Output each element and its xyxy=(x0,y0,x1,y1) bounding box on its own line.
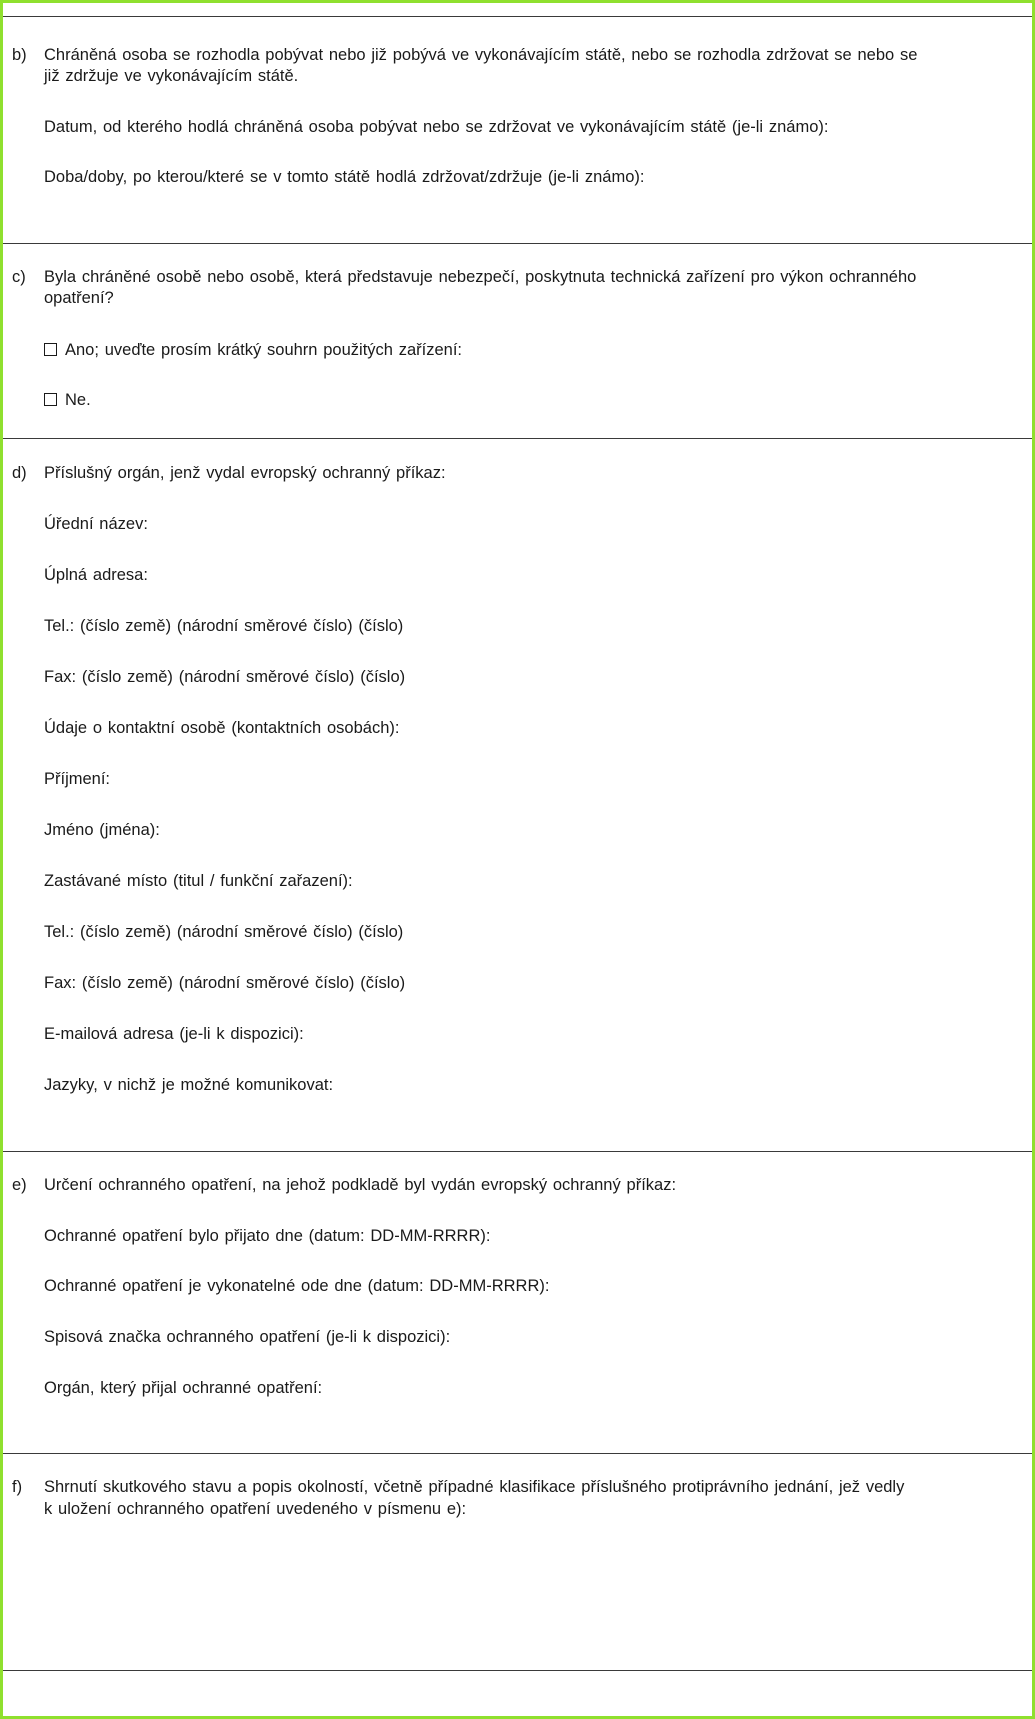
section-letter: f) xyxy=(12,1478,23,1496)
section-c-line-2: opatření? xyxy=(44,289,114,307)
field-adopting-authority: Orgán, který přijal ochranné opatření: xyxy=(44,1379,323,1397)
field-enforceable-date: Ochranné opatření je vykonatelné ode dne (datum: DD-MM-RRRR): xyxy=(44,1277,550,1295)
field-email: E-mailová adresa (je-li k dispozici): xyxy=(44,1025,304,1043)
date-from-field: Datum, od kterého hodlá chráněná osoba pobývat nebo se zdržovat ve vykonávajícím státě (je-li známo): xyxy=(44,118,829,136)
section-letter: e) xyxy=(12,1176,27,1194)
field-contact-tel: Tel.: (číslo země) (národní směrové číslo) (číslo) xyxy=(44,923,404,941)
option-no-label: Ne. xyxy=(65,391,91,409)
section-b-line-2: již zdržuje ve vykonávajícím státě. xyxy=(44,67,299,85)
field-contact-persons: Údaje o kontaktní osobě (kontaktních osobách): xyxy=(44,719,400,737)
rule-d-e xyxy=(3,1151,1032,1152)
field-full-address: Úplná adresa: xyxy=(44,566,148,584)
rule-top xyxy=(3,16,1032,17)
option-yes-label: Ano; uveďte prosím krátký souhrn použitých zařízení: xyxy=(65,341,463,359)
field-first-name: Jméno (jména): xyxy=(44,821,160,839)
field-languages: Jazyky, v nichž je možné komunikovat: xyxy=(44,1076,334,1094)
section-letter: d) xyxy=(12,464,27,482)
field-contact-fax: Fax: (číslo země) (národní směrové číslo) (číslo) xyxy=(44,974,406,992)
section-letter: c) xyxy=(12,268,26,286)
field-fax: Fax: (číslo země) (národní směrové číslo) (číslo) xyxy=(44,668,406,686)
rule-e-f xyxy=(3,1453,1032,1454)
section-e-heading: Určení ochranného opatření, na jehož podkladě byl vydán evropský ochranný příkaz: xyxy=(44,1176,677,1194)
section-d-heading: Příslušný orgán, jenž vydal evropský ochranný příkaz: xyxy=(44,464,446,482)
rule-c-d xyxy=(3,438,1032,439)
field-position: Zastávané místo (titul / funkční zařazení): xyxy=(44,872,353,890)
field-surname: Příjmení: xyxy=(44,770,111,788)
field-official-name: Úřední název: xyxy=(44,515,148,533)
duration-field: Doba/doby, po kterou/které se v tomto státě hodlá zdržovat/zdržuje (je-li známo): xyxy=(44,168,645,186)
rule-bottom xyxy=(3,1670,1032,1671)
section-letter: b) xyxy=(12,46,27,64)
section-f-line-1: Shrnutí skutkového stavu a popis okolností, včetně případné klasifikace příslušného protiprávního jednání, jež vedly xyxy=(44,1478,905,1496)
rule-b-c xyxy=(3,243,1032,244)
section-c-line-1: Byla chráněné osobě nebo osobě, která představuje nebezpečí, poskytnuta technická zařízení pro výkon ochranného xyxy=(44,268,917,286)
section-f-line-2: k uložení ochranného opatření uvedeného v písmenu e): xyxy=(44,1500,467,1518)
field-adopted-date: Ochranné opatření bylo přijato dne (datum: DD-MM-RRRR): xyxy=(44,1227,491,1245)
field-tel: Tel.: (číslo země) (národní směrové číslo) (číslo) xyxy=(44,617,404,635)
field-file-reference: Spisová značka ochranného opatření (je-li k dispozici): xyxy=(44,1328,451,1346)
checkbox-yes[interactable] xyxy=(44,343,57,356)
option-no xyxy=(44,390,91,411)
option-yes xyxy=(44,340,462,361)
section-b-line-1: Chráněná osoba se rozhodla pobývat nebo již pobývá ve vykonávajícím státě, nebo se rozhodla zdržovat se nebo se xyxy=(44,46,918,64)
checkbox-no[interactable] xyxy=(44,393,57,406)
